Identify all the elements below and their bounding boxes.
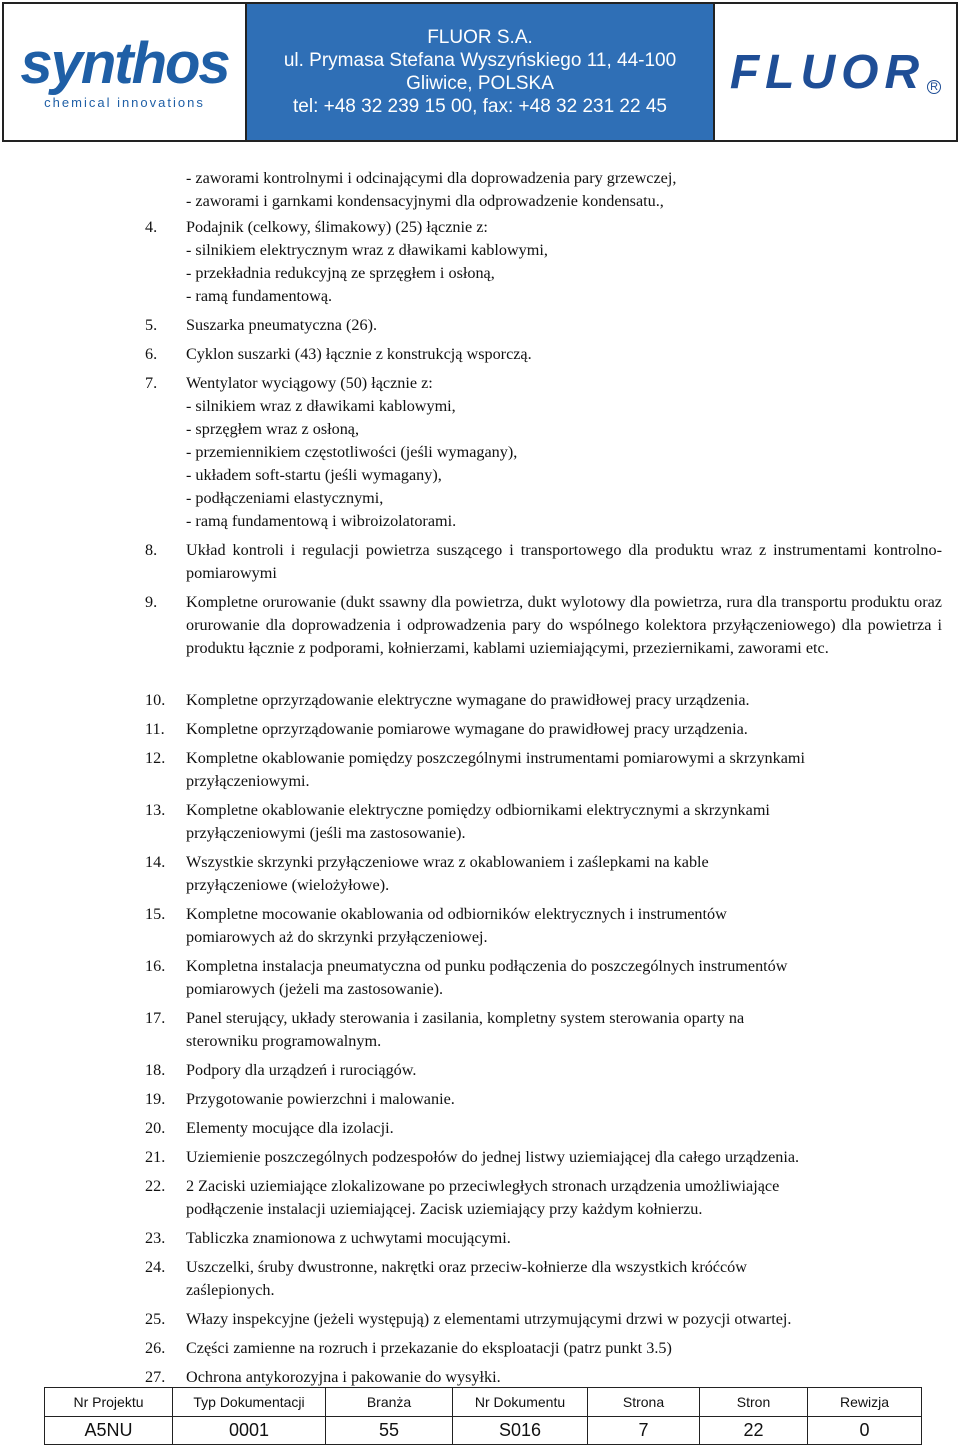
list-item-line: przyłączeniowymi.	[186, 772, 310, 790]
list-item-text: Ochrona antykorozyjna i pakowanie do wysyłki.	[186, 1368, 501, 1386]
list-item-number: 15.	[145, 905, 166, 923]
list-item-number: 6.	[145, 345, 158, 363]
list-item-line: - przemiennikiem częstotliwości (jeśli wymagany),	[186, 443, 518, 461]
list-item-number: 18.	[145, 1061, 166, 1079]
list-item-line: - podłączeniami elastycznymi,	[186, 489, 384, 507]
footer-value-revision: 0	[808, 1417, 922, 1445]
list-item-text: Części zamienne na rozruch i przekazanie do eksploatacji (patrz punkt 3.5)	[186, 1339, 672, 1357]
list-item-number: 7.	[145, 374, 158, 392]
list-item-line: przyłączeniowe (wielożyłowe).	[186, 876, 390, 894]
footer-value-branch: 55	[326, 1417, 453, 1445]
list-item-line: przyłączeniowymi (jeśli ma zastosowanie).	[186, 824, 466, 842]
list-item-line: - sprzęgłem wraz z osłoną,	[186, 420, 360, 438]
list-item-line: pomiarowych aż do skrzynki przyłączeniowej.	[186, 928, 488, 946]
list-item-text: Wentylator wyciągowy (50) łącznie z:	[186, 374, 433, 392]
list-item-line: - ramą fundamentową i wibroizolatorami.	[186, 512, 457, 530]
synthos-logo	[4, 4, 247, 140]
list-item-text: Kompletne oprzyrządowanie pomiarowe wymagane do prawidłowej pracy urządzenia.	[186, 720, 748, 738]
list-item-number: 17.	[145, 1009, 166, 1027]
footer-value-page: 7	[588, 1417, 700, 1445]
list-item-text: Układ kontroli i regulacji powietrza suszącego i transportowego dla produktu wraz z instrumentami kontrolno-pomiarowymi	[186, 541, 942, 582]
list-item-number: 5.	[145, 316, 158, 334]
synthos-logo-word: synthos	[20, 30, 229, 96]
sub-item-line: - zaworami i garnkami kondensacyjnymi dla odprowadzenie kondensatu.,	[186, 192, 664, 210]
list-item-line: sterowniku programowalnym.	[186, 1032, 382, 1050]
list-item-line: pomiarowych (jeżeli ma zastosowanie).	[186, 980, 444, 998]
company-info	[247, 4, 715, 140]
synthos-logo-tagline: chemical innovations	[44, 94, 205, 110]
list-item-number: 25.	[145, 1310, 166, 1328]
list-item-text: Wszystkie skrzynki przyłączeniowe wraz z okablowaniem i zaślepkami na kable	[186, 853, 709, 871]
list-item-number: 19.	[145, 1090, 166, 1108]
list-item-text: Kompletne orurowanie (dukt ssawny dla powietrza, dukt wylotowy dla powietrza, rura dla transportu produktu oraz orurowanie dla doprowadzenia i odprowadzenia pary do wspólnego kolektora przyłączeniowego) dla powietrza i produktu łącznie z podporami, kołnierzami, kablami uziemiającymi, przeziernikami, zaworami etc.	[186, 593, 942, 657]
list-item-number: 9.	[145, 593, 158, 611]
list-item-line: - ramą fundamentową.	[186, 287, 333, 305]
list-item-number: 13.	[145, 801, 166, 819]
list-item-text: Podpory dla urządzeń i rurociągów.	[186, 1061, 417, 1079]
list-item-line: zaślepionych.	[186, 1281, 275, 1299]
company-street: ul. Prymasa Stefana Wyszyńskiego 11, 44-100	[283, 50, 677, 71]
footer-value-doc-number: S016	[453, 1417, 588, 1445]
registered-mark-icon: R	[927, 80, 941, 94]
document-footer-table	[44, 1387, 922, 1445]
list-item-number: 16.	[145, 957, 166, 975]
footer-header-cell: Nr Dokumentu	[453, 1388, 588, 1417]
list-item-text: Uziemienie poszczególnych podzespołów do jednej listwy uziemiającej dla całego urządzenia.	[186, 1148, 800, 1166]
list-item-text: Uszczelki, śruby dwustronne, nakrętki oraz przeciw-kołnierze dla wszystkich króćców	[186, 1258, 747, 1276]
list-item-number: 12.	[145, 749, 166, 767]
list-item-number: 23.	[145, 1229, 166, 1247]
footer-header-cell: Strona	[588, 1388, 700, 1417]
list-item-text: Suszarka pneumatyczna (26).	[186, 316, 378, 334]
list-item-number: 10.	[145, 691, 166, 709]
footer-value-row	[45, 1417, 922, 1445]
list-item-text: Przygotowanie powierzchni i malowanie.	[186, 1090, 455, 1108]
footer-header-cell: Stron	[700, 1388, 808, 1417]
list-item-number: 27.	[145, 1368, 166, 1386]
list-item-text: Tabliczka znamionowa z uchwytami mocującymi.	[186, 1229, 511, 1247]
fluor-logo-word: FLUOR	[729, 45, 926, 99]
list-item-number: 4.	[145, 218, 158, 236]
page-header	[2, 2, 958, 142]
list-item-line: podłączenie instalacji uziemiającej. Zacisk uziemiający przy każdym kołnierzu.	[186, 1200, 703, 1218]
company-phone: tel: +48 32 239 15 00, fax: +48 32 231 22 45	[293, 96, 667, 117]
company-name: FLUOR S.A.	[427, 27, 533, 48]
list-item-text: Podajnik (celkowy, ślimakowy) (25) łącznie z:	[186, 218, 488, 236]
company-city: Gliwice, POLSKA	[406, 73, 554, 94]
footer-header-cell: Nr Projektu	[45, 1388, 173, 1417]
sub-item-line: - zaworami kontrolnymi i odcinającymi dla doprowadzenia pary grzewczej,	[186, 169, 677, 187]
footer-value-project: A5NU	[45, 1417, 173, 1445]
fluor-logo	[715, 4, 956, 140]
footer-header-cell: Rewizja	[808, 1388, 922, 1417]
list-item-text: Kompletne mocowanie okablowania od odbiorników elektrycznych i instrumentów	[186, 905, 727, 923]
list-item-line: - układem soft-startu (jeśli wymagany),	[186, 466, 442, 484]
list-item-text: Kompletna instalacja pneumatyczna od punku podłączenia do poszczególnych instrumentów	[186, 957, 788, 975]
list-item-number: 24.	[145, 1258, 166, 1276]
list-item-number: 8.	[145, 541, 158, 559]
list-item-number: 20.	[145, 1119, 166, 1137]
list-item-number: 22.	[145, 1177, 166, 1195]
footer-header-cell: Typ Dokumentacji	[173, 1388, 326, 1417]
list-item-line: - silnikiem elektrycznym wraz z dławikami kablowymi,	[186, 241, 548, 259]
list-item-number: 26.	[145, 1339, 166, 1357]
footer-header-row	[45, 1388, 922, 1417]
list-item-text: 2 Zaciski uziemiające zlokalizowane po przeciwległych stronach urządzenia umożliwiające	[186, 1177, 780, 1195]
footer-header-cell: Branża	[326, 1388, 453, 1417]
list-item-text: Panel sterujący, układy sterowania i zasilania, kompletny system sterowania oparty na	[186, 1009, 745, 1027]
list-item-text: Włazy inspekcyjne (jeżeli występują) z elementami utrzymującymi drzwi w pozycji otwartej.	[186, 1310, 792, 1328]
list-item-line: - silnikiem wraz z dławikami kablowymi,	[186, 397, 456, 415]
list-item-line: - przekładnia redukcyjną ze sprzęgłem i osłoną,	[186, 264, 495, 282]
list-item-text: Elementy mocujące dla izolacji.	[186, 1119, 394, 1137]
list-item-number: 21.	[145, 1148, 166, 1166]
list-item-number: 11.	[145, 720, 165, 738]
list-item-number: 14.	[145, 853, 166, 871]
list-item-text: Kompletne okablowanie elektryczne pomiędzy odbiornikami elektrycznymi a skrzynkami	[186, 801, 770, 819]
list-item-text: Kompletne okablowanie pomiędzy poszczególnymi instrumentami pomiarowymi a skrzynkami	[186, 749, 806, 767]
list-item-text: Cyklon suszarki (43) łącznie z konstrukcją wsporczą.	[186, 345, 532, 363]
footer-value-pages: 22	[700, 1417, 808, 1445]
list-item-text: Kompletne oprzyrządowanie elektryczne wymagane do prawidłowej pracy urządzenia.	[186, 691, 750, 709]
footer-value-doc-type: 0001	[173, 1417, 326, 1445]
